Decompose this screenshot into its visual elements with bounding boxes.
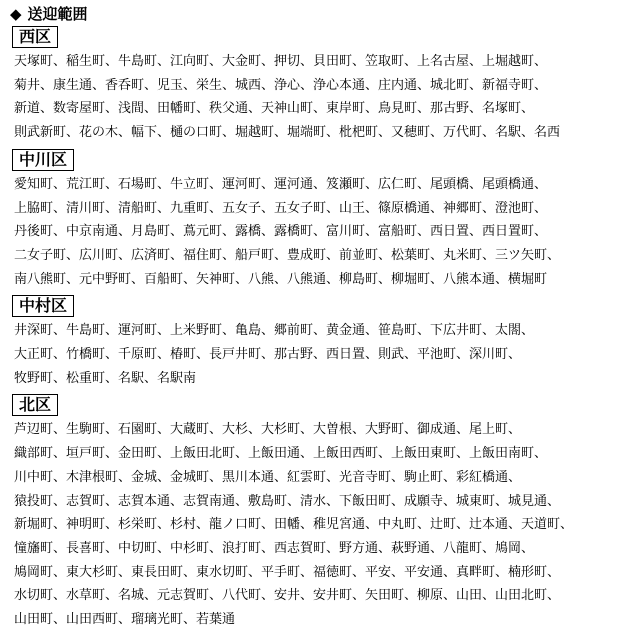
town-list	[14, 50, 642, 145]
section-list	[10, 26, 642, 632]
town-line: 水切町、水草町、名城、元志賀町、八代町、安井、安井町、矢田町、柳原、山田、山田北町、	[14, 588, 561, 604]
town-line: 井深町、牛島町、運河町、上米野町、亀島、郷前町、黄金通、笹島町、下広井町、太閤、	[14, 323, 535, 339]
town-line: 天塚町、稲生町、牛島町、江向町、大金町、押切、貝田町、笠取町、上名古屋、上堀越町、	[14, 54, 548, 69]
ward-title: 北区	[12, 394, 58, 416]
ward-section	[10, 149, 642, 296]
town-line: 丹後町、中京南通、月島町、蔦元町、露橋、露橋町、富川町、富船町、西日置、西日置町、	[14, 224, 548, 240]
town-line: 上脇町、清川町、清船町、九重町、五女子、五女子町、山王、篠原橋通、神郷町、澄池町、	[14, 200, 548, 216]
town-line: 新堀町、神明町、杉栄町、杉村、龍ノ口町、田幡、稚児宮通、中丸町、辻町、辻本通、天道町、	[14, 517, 574, 533]
town-line: 芦辺町、生駒町、石園町、大蔵町、大杉、大杉町、大曽根、大野町、御成通、尾上町、	[14, 422, 522, 438]
page-heading	[10, 4, 642, 26]
ward-title: 西区	[12, 26, 58, 48]
town-line: 鳩岡町、東大杉町、東長田町、東水切町、平手町、福徳町、平安、平安通、真畔町、楠形町、	[14, 564, 561, 580]
ward-section	[10, 394, 642, 631]
town-line: 憧旛町、長喜町、中切町、中杉町、浪打町、西志賀町、野方通、萩野通、八龍町、鳩岡、	[14, 540, 535, 556]
town-list	[14, 319, 642, 390]
town-line: 牧野町、松重町、名駅、名駅南	[14, 370, 197, 386]
ward-title: 中村区	[12, 295, 74, 317]
town-line: 南八熊町、元中野町、百船町、矢神町、八熊、八熊通、柳島町、柳堀町、八熊本通、横堀町	[14, 271, 548, 287]
town-line: 猿投町、志賀町、志賀本通、志賀南通、敷島町、清水、下飯田町、成願寺、城東町、城見通、	[14, 493, 561, 509]
town-line: 則武新町、花の木、幅下、樋の口町、堀越町、堀端町、枇杷町、又穂町、万代町、名駅、名西	[14, 125, 561, 141]
town-list	[14, 418, 642, 631]
ward-title: 中川区	[12, 149, 74, 171]
diamond-icon: ◆	[10, 5, 22, 23]
town-line: 川中町、木津根町、金城、金城町、黒川本通、紅雲町、光音寺町、駒止町、彩紅橋通、	[14, 469, 522, 485]
town-line: 織部町、垣戸町、金田町、上飯田北町、上飯田通、上飯田西町、上飯田東町、上飯田南町、	[14, 446, 548, 462]
ward-section	[10, 26, 642, 149]
town-line: 愛知町、荒江町、石場町、牛立町、運河町、運河通、笈瀬町、広仁町、尾頭橋、尾頭橋通、	[14, 176, 548, 192]
town-line: 山田町、山田西町、瑠璃光町、若葉通	[14, 612, 236, 628]
town-line: 二女子町、広川町、広済町、福住町、船戸町、豊成町、前並町、松葉町、丸米町、三ツ矢町、	[14, 247, 561, 263]
heading-text: 送迎範囲	[27, 5, 88, 23]
town-line: 菊井、康生通、香呑町、児玉、栄生、城西、浄心、浄心本通、庄内通、城北町、新福寺町、	[14, 77, 548, 93]
town-list	[14, 173, 642, 292]
ward-section	[10, 295, 642, 394]
town-line: 大正町、竹橋町、千原町、椿町、長戸井町、那古野、西日置、則武、平池町、深川町、	[14, 347, 522, 363]
town-line: 新道、数寄屋町、浅間、田幡町、秩父通、天神山町、東岸町、鳥見町、那古野、名塚町、	[14, 101, 535, 117]
